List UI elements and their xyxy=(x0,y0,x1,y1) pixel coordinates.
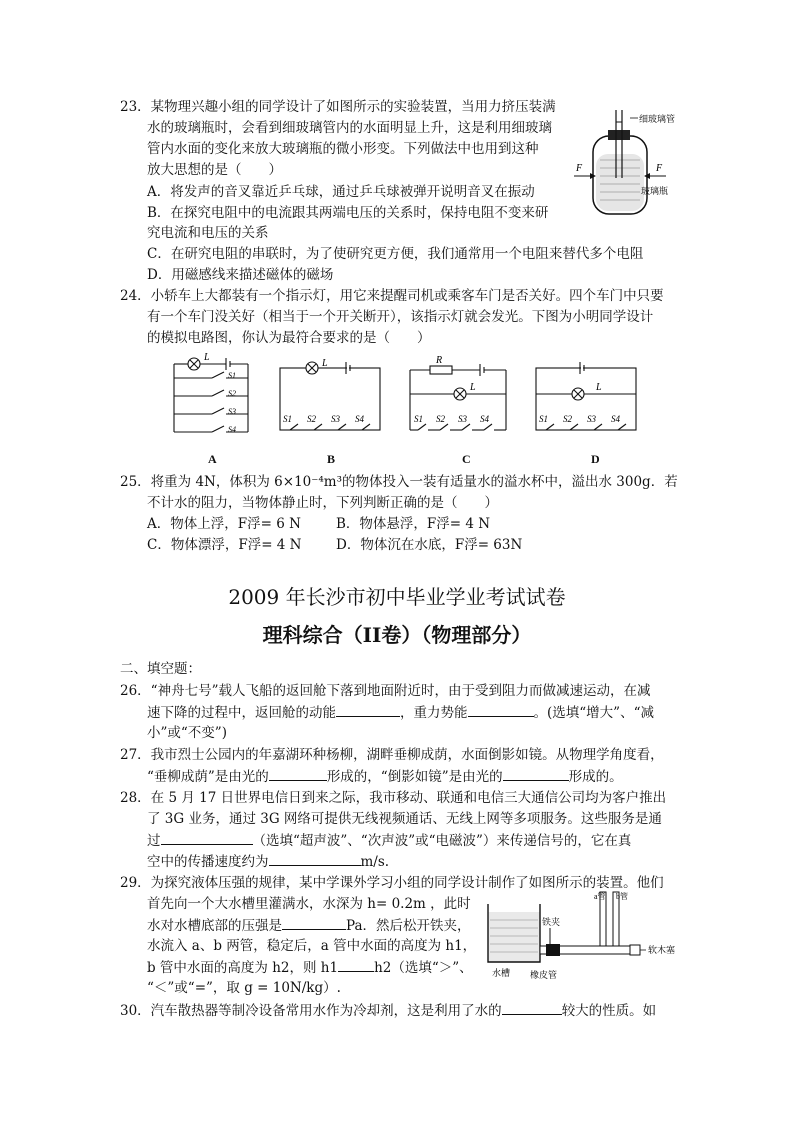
q30-blank-1[interactable] xyxy=(502,1000,562,1015)
q29-blank-1[interactable] xyxy=(282,915,346,930)
q23-line-1: 23．某物理兴趣小组的同学设计了如图所示的实验装置，当用力挤压装满 xyxy=(120,99,556,115)
circuit-a-lamp-label: L xyxy=(204,352,210,363)
circuit-b-s1: S1 xyxy=(283,414,292,424)
q29-trough-figure xyxy=(480,890,685,982)
q27-text-b: 形成的，“倒影如镜”是由光的 xyxy=(326,769,503,785)
q23-option-b: B．在探究电阻中的电流跟其两端电压的关系时，保持电阻不变来研 xyxy=(147,205,549,221)
q28-text-b: （选填“超声波”、“次声波”或“电磁波”）来传递信号的，它在真 xyxy=(252,833,632,849)
q30-line-1 xyxy=(120,1000,656,1021)
q24-line-2: 有一个车门没关好（相当于一个开关断开），该指示灯就会发光。下图为小明同学设计 xyxy=(147,309,654,325)
q29-line-6: “＜”或“=”，取 g = 10N/kg）. xyxy=(147,980,341,996)
q24-line-1: 24．小轿车上大都装有一个指示灯，用它来提醒司机或乘客车门是否关好。四个车门中只要 xyxy=(120,288,664,304)
q29-label-b-tube: b管 xyxy=(616,892,628,901)
q28-text-c: 空中的传播速度约为 xyxy=(147,854,269,870)
circuit-b-lamp-label: L xyxy=(322,358,328,369)
q25-line-1: 25．将重为 4N，体积为 6×10⁻⁴m³的物体投入一装有适量水的溢水杯中，溢出水 300g．若 xyxy=(120,474,678,490)
q27-line-1: 27．我市烈士公园内的年嘉湖环种杨柳，湖畔垂柳成荫，水面倒影如镜。从物理学角度看， xyxy=(120,747,664,763)
q24-line-3: 的模拟电路图，你认为最符合要求的是（ ） xyxy=(147,330,431,346)
q28-blank-2[interactable] xyxy=(269,851,361,866)
q27-text-c: 形成的。 xyxy=(568,769,623,785)
circuit-d-s2: S2 xyxy=(563,414,572,424)
q29-line-5 xyxy=(147,957,473,978)
circuit-b xyxy=(276,358,386,434)
q26-line-2 xyxy=(147,702,654,723)
circuit-d xyxy=(532,356,642,436)
circuit-d-s4: S4 xyxy=(611,414,620,424)
circuit-c-s2: S2 xyxy=(436,414,445,424)
q29-label-clip: 铁夹 xyxy=(542,917,561,927)
circuit-a-s4: S4 xyxy=(228,425,236,434)
q23-option-d: D．用磁感线来描述磁体的磁场 xyxy=(147,267,334,283)
circuit-c-s1: S1 xyxy=(414,414,423,424)
q25-option-d: D．物体沉在水底，F浮= 63N xyxy=(336,537,523,553)
q29-text-c: b 管中水面的高度为 h2，则 h1 xyxy=(147,960,339,976)
q26-line-3: 小”或“不变”) xyxy=(147,725,227,741)
circuit-c-lamp-label: L xyxy=(470,382,476,393)
circuit-a-caption: A xyxy=(208,452,217,466)
q28-text-d: m/s. xyxy=(360,854,390,870)
circuit-c-s4: S4 xyxy=(480,414,489,424)
circuit-b-s3: S3 xyxy=(331,414,340,424)
q29-line-2: 首先向一个大水槽里灌满水，水深为 h= 0.2m ，此时 xyxy=(147,896,471,912)
exam-subtitle: 理科综合（II卷）（物理部分） xyxy=(262,623,532,647)
q25-line-2: 不计水的阻力，当物体静止时，下列判断正确的是（ ） xyxy=(147,495,498,511)
q27-blank-1[interactable] xyxy=(269,766,327,781)
q23-label-bottle: 玻璃瓶 xyxy=(641,186,669,196)
q28-line-2: 了 3G 业务，通过 3G 网络可提供无线视频通话、无线上网等多项服务。这些服务是通 xyxy=(147,811,662,827)
q28-line-1: 28．在 5 月 17 日世界电信日到来之际，我市移动、联通和电信三大通信公司均为客户推出 xyxy=(120,790,667,806)
circuit-c-caption: C xyxy=(462,452,471,466)
circuit-b-s2: S2 xyxy=(307,414,316,424)
circuit-c xyxy=(406,352,512,436)
q23-option-c: C．在研究电阻的串联时，为了使研究更方便，我们通常用一个电阻来替代多个电阻 xyxy=(147,246,644,262)
q26-text-b: ，重力势能 xyxy=(400,705,468,721)
q28-blank-1[interactable] xyxy=(161,830,253,845)
q23-label-f-left: F xyxy=(576,163,583,174)
q26-line-1: 26．“神舟七号”载人飞船的返回舱下落到地面附近时，由于受到阻力而做减速运动，在减 xyxy=(120,683,651,699)
q26-blank-2[interactable] xyxy=(468,702,534,717)
q25-option-c: C．物体漂浮，F浮= 4 N xyxy=(147,537,302,553)
q26-text-a: 速下降的过程中，返回舱的动能 xyxy=(147,705,336,721)
q28-line-4 xyxy=(147,851,389,872)
q28-line-3 xyxy=(147,830,631,851)
q29-blank-2[interactable] xyxy=(338,957,374,972)
exam-title: 2009 年长沙市初中毕业学业考试试卷 xyxy=(228,585,566,609)
circuit-d-lamp-label: L xyxy=(596,382,602,393)
q30-text-a: 30．汽车散热器等制冷设备常用水作为冷却剂，这是利用了水的 xyxy=(120,1003,502,1019)
q28-text-a: 过 xyxy=(147,833,161,849)
q26-text-c: 。(选填“增大”、“减 xyxy=(533,705,654,721)
q29-label-a-tube: a管 xyxy=(594,892,606,901)
q25-option-b: B．物体悬浮，F浮= 4 N xyxy=(336,516,491,532)
q26-blank-1[interactable] xyxy=(336,702,400,717)
circuit-a-s1: S1 xyxy=(228,371,236,380)
q27-text-a: “垂柳成荫”是由光的 xyxy=(147,769,269,785)
circuit-a-s3: S3 xyxy=(228,407,236,416)
q29-label-trough: 水槽 xyxy=(492,968,511,978)
circuit-a xyxy=(168,352,268,438)
q29-text-d: h2（选填“＞”、 xyxy=(374,960,473,976)
q29-text-b: Pa．然后松开铁夹， xyxy=(346,918,471,934)
circuit-d-s3: S3 xyxy=(587,414,596,424)
q29-label-plug: 软木塞 xyxy=(648,945,676,955)
q23-option-a: A．将发声的音叉靠近乒乓球，通过乒乓球被弹开说明音叉在振动 xyxy=(147,184,535,200)
q23-bottle-figure xyxy=(572,108,682,218)
q23-line-2: 水的玻璃瓶时，会看到细玻璃管内的水面明显上升，这是利用细玻璃 xyxy=(147,120,552,136)
q27-line-2 xyxy=(147,766,623,787)
q27-blank-2[interactable] xyxy=(503,766,569,781)
q23-label-tube: 细玻璃管 xyxy=(639,114,676,124)
q29-label-rubber: 橡皮管 xyxy=(530,970,558,980)
q29-line-3 xyxy=(147,915,471,936)
circuit-d-s1: S1 xyxy=(539,414,548,424)
circuit-a-s2: S2 xyxy=(228,389,236,398)
circuit-d-caption: D xyxy=(591,452,600,466)
circuit-b-caption: B xyxy=(327,452,336,466)
q25-option-a: A．物体上浮，F浮= 6 N xyxy=(147,516,301,532)
q23-label-f-right: F xyxy=(656,163,663,174)
q23-line-4: 放大思想的是（ ） xyxy=(147,162,282,178)
q23-line-3: 管内水面的变化来放大玻璃瓶的微小形变。下列做法中也用到这种 xyxy=(147,141,539,157)
circuit-c-s3: S3 xyxy=(458,414,467,424)
q29-line-1: 29．为探究液体压强的规律，某中学课外学习小组的同学设计制作了如图所示的装置。他们 xyxy=(120,875,664,891)
section-heading: 二、填空题： xyxy=(120,661,201,677)
circuit-c-resistor-label: R xyxy=(436,355,443,366)
circuit-b-s4: S4 xyxy=(355,414,364,424)
q29-line-4: 水流入 a、b 两管，稳定后，a 管中水面的高度为 h1， xyxy=(147,938,477,954)
q23-option-b-cont: 究电流和电压的关系 xyxy=(147,225,269,241)
q29-text-a: 水对水槽底部的压强是 xyxy=(147,918,282,934)
q30-text-b: 较大的性质。如 xyxy=(561,1003,657,1019)
